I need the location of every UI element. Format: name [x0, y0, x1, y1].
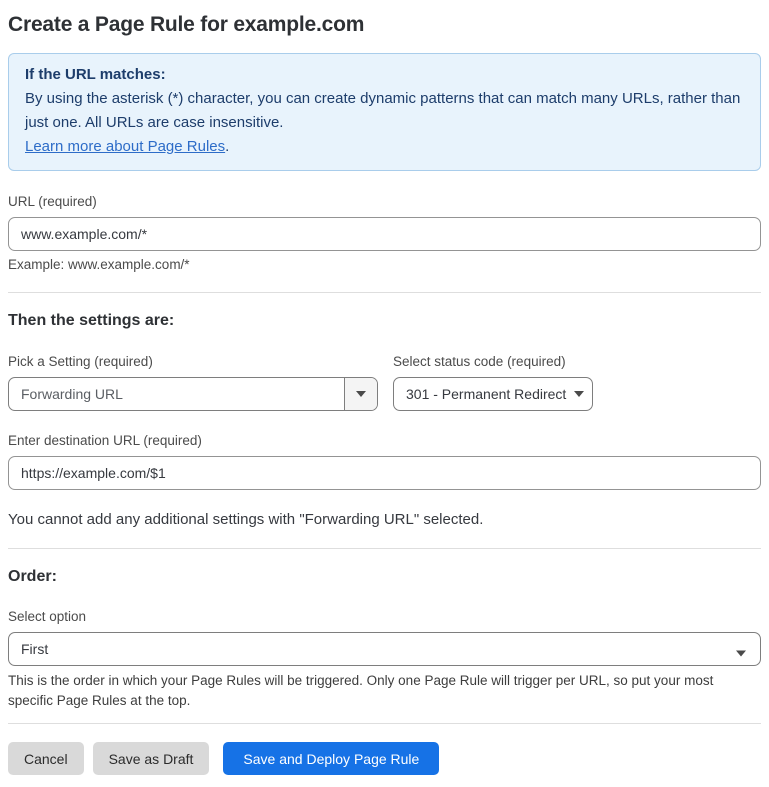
settings-section-heading: Then the settings are:	[8, 312, 175, 329]
order-select-value: First	[21, 641, 49, 657]
status-code-select-value: 301 - Permanent Redirect	[406, 386, 567, 402]
pick-setting-group	[8, 354, 378, 411]
settings-row	[8, 354, 761, 411]
info-box-link-line	[25, 135, 744, 159]
status-code-group	[393, 354, 593, 411]
info-box-body: By using the asterisk (*) character, you can create dynamic patterns that can match many URLs, rather than just one. All URLs are case insensitive.	[25, 90, 741, 131]
url-example-helper: Example: www.example.com/*	[8, 257, 190, 272]
link-suffix: .	[225, 138, 230, 155]
save-and-deploy-button[interactable]: Save and Deploy Page Rule	[223, 742, 439, 775]
destination-url-group	[8, 433, 761, 490]
order-helper-text: This is the order in which your Page Rules will be triggered. Only one Page Rule will trigger per URL, so put your most specific Page Rules at the top.	[8, 673, 714, 708]
destination-url-label: Enter destination URL (required)	[8, 433, 202, 448]
setting-select-arrow-segment[interactable]	[344, 378, 377, 410]
status-code-label: Select status code (required)	[393, 354, 566, 369]
chevron-down-icon	[736, 651, 746, 657]
setting-select[interactable]	[8, 377, 378, 411]
cancel-button[interactable]: Cancel	[8, 742, 84, 775]
url-input[interactable]	[8, 217, 761, 251]
url-match-info-box	[8, 53, 761, 171]
url-field-group	[8, 194, 761, 272]
create-page-rule-form	[0, 12, 769, 775]
destination-url-input[interactable]	[8, 456, 761, 490]
url-field-label: URL (required)	[8, 194, 97, 209]
section-divider	[8, 292, 761, 293]
order-section-heading: Order:	[8, 568, 57, 585]
section-divider	[8, 548, 761, 549]
order-select[interactable]	[8, 632, 761, 666]
forwarding-url-note: You cannot add any additional settings with "Forwarding URL" selected.	[8, 511, 484, 528]
status-code-select[interactable]	[393, 377, 593, 411]
info-box-heading: If the URL matches:	[25, 66, 166, 83]
learn-more-link[interactable]: Learn more about Page Rules	[25, 138, 226, 155]
chevron-down-icon	[574, 391, 584, 397]
save-as-draft-button[interactable]: Save as Draft	[93, 742, 210, 775]
order-select-label: Select option	[8, 609, 87, 624]
page-title: Create a Page Rule for example.com	[8, 13, 365, 36]
actions-row	[8, 742, 761, 775]
setting-select-value: Forwarding URL	[21, 386, 123, 402]
pick-setting-label: Pick a Setting (required)	[8, 354, 153, 369]
chevron-down-icon	[356, 391, 366, 397]
order-select-arrow	[736, 636, 746, 668]
order-select-group	[8, 609, 761, 711]
actions-divider	[8, 723, 761, 724]
